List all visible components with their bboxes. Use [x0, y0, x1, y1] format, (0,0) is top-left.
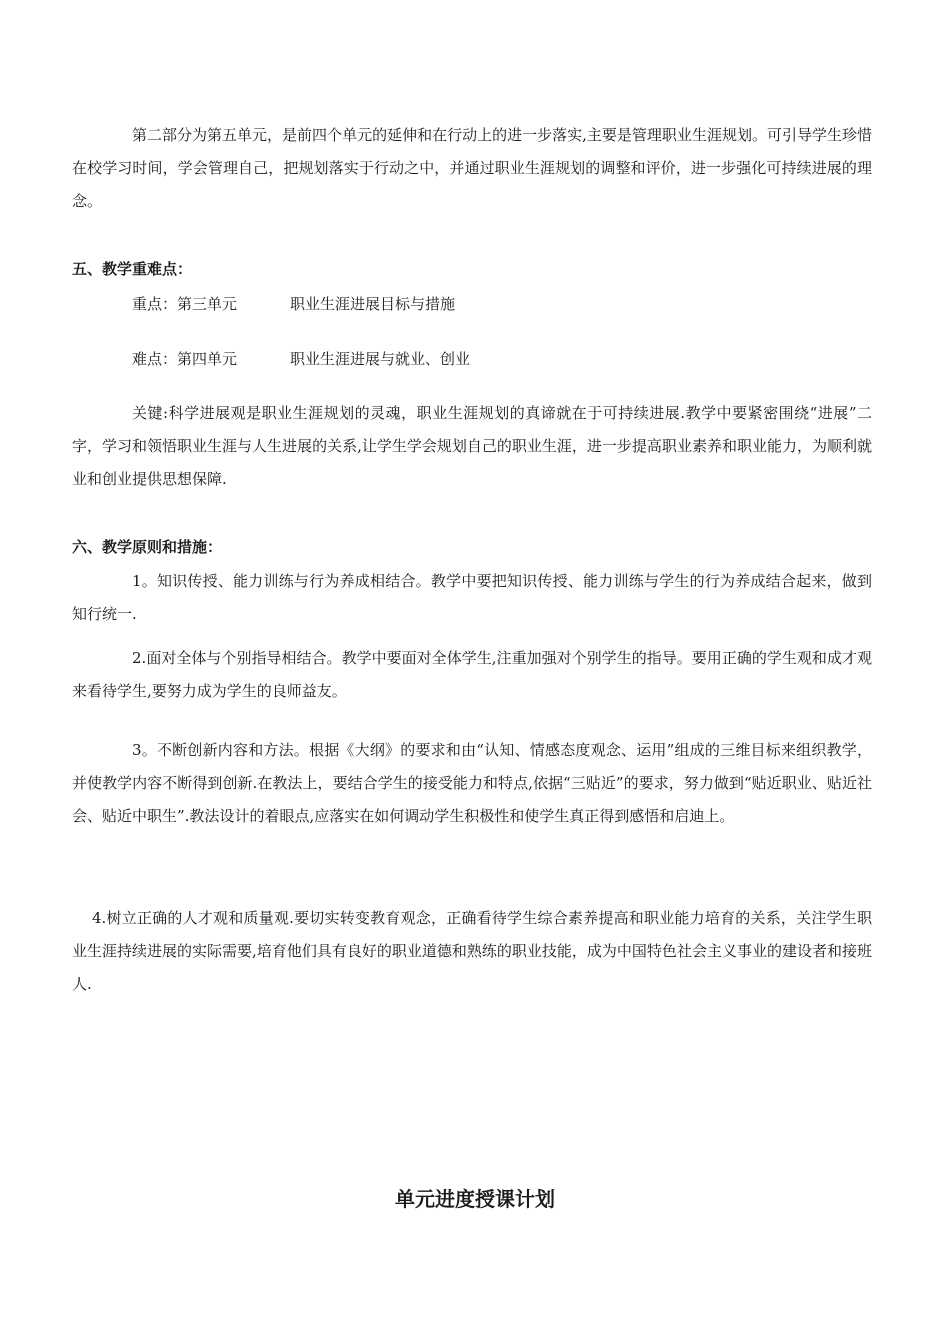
- intro-paragraph: 第二部分为第五单元，是前四个单元的延伸和在行动上的进一步落实,主要是管理职业生涯规划。可引导学生珍惜在校学习时间，学会管理自己，把规划落实于行动之中，并通过职业生涯规划的调整和评价，进一步强化可持续进展的理念。: [72, 126, 872, 210]
- section-heading-key-difficult-points: 五、教学重难点：: [72, 260, 193, 278]
- key-point-value: 职业生涯进展目标与措施: [290, 295, 456, 313]
- unit-schedule-title: 单元进度授课计划: [395, 1187, 555, 1211]
- section-heading-principles: 六、教学原则和措施：: [72, 538, 223, 556]
- key-paragraph: 关键:科学进展观是职业生涯规划的灵魂，职业生涯规划的真谛就在于可持续进展.教学中要紧密围绕“进展”二字，学习和领悟职业生涯与人生进展的关系,让学生学会规划自己的职业生涯，进一步提高职业素养和职业能力，为顺利就业和创业提供思想保障.: [72, 404, 872, 488]
- principle-item-1: 1。知识传授、能力训练与行为养成相结合。教学中要把知识传授、能力训练与学生的行为养成结合起来，做到知行统一.: [72, 572, 872, 623]
- difficult-point-label: 难点：第四单元: [132, 350, 238, 368]
- key-point-label: 重点：第三单元: [132, 295, 238, 313]
- principle-item-4: 4.树立正确的人才观和质量观.要切实转变教育观念，正确看待学生综合素养提高和职业能力培育的关系，关注学生职业生涯持续进展的实际需要,培育他们具有良好的职业道德和熟练的职业技能，成为中国特色社会主义事业的建设者和接班人.: [72, 909, 872, 993]
- principle-item-3: 3。不断创新内容和方法。根据《大纲》的要求和由“认知、情感态度观念、运用”组成的三维目标来组织教学，并使教学内容不断得到创新.在教法上，要结合学生的接受能力和特点,依据“三贴近”的要求，努力做到“贴近职业、贴近社会、贴近中职生”.教法设计的着眼点,应落实在如何调动学生积极性和使学生真正得到感悟和启迪上。: [72, 741, 872, 825]
- difficult-point-value: 职业生涯进展与就业、创业: [290, 350, 471, 368]
- principle-item-2: 2.面对全体与个别指导相结合。教学中要面对全体学生,注重加强对个别学生的指导。要用正确的学生观和成才观来看待学生,要努力成为学生的良师益友。: [72, 649, 872, 700]
- difficult-point-line: [132, 348, 470, 370]
- key-point-line: [132, 293, 455, 315]
